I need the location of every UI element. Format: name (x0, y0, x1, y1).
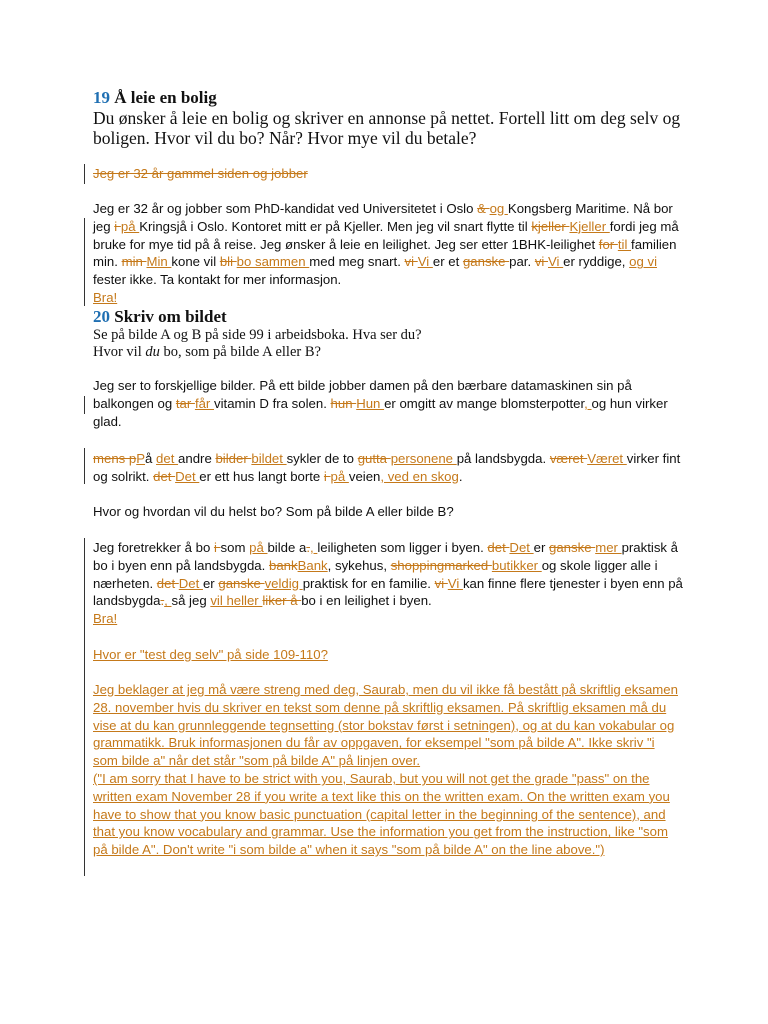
inserted-text: og vi (629, 254, 657, 270)
deleted-text: & (477, 201, 490, 216)
inserted-text: , (164, 593, 172, 609)
body-text: Jeg foretrekker å bo (93, 540, 214, 555)
deleted-text: vi (434, 575, 448, 591)
deleted-text: det (153, 468, 176, 484)
inserted-text: Bank (297, 557, 328, 573)
body-text: , sykehus, (327, 557, 391, 573)
inserted-text: mer (595, 540, 622, 555)
revision-bar (84, 396, 85, 414)
inserted-text: Det (178, 575, 203, 591)
deleted-text: liker å (262, 593, 302, 609)
tracked-text (93, 451, 680, 484)
inserted-text: , (584, 395, 592, 411)
body-text: fester ikke. Ta kontakt for mer informasjon. (93, 272, 342, 288)
body-text: . (458, 468, 463, 484)
body-text: praktisk å bo i byen enn på landsbygda. (93, 540, 679, 573)
inserted-text: Været (587, 451, 627, 466)
inserted-text: butikker (491, 557, 542, 573)
body-text: som (220, 540, 250, 555)
deleted-text: det (156, 575, 179, 591)
body-text: på landsbygda. (456, 451, 550, 466)
inserted-text: på (330, 468, 349, 484)
deleted-text: . (160, 593, 165, 609)
body-text: Jeg ser to forskjellige bilder. På ett bilde jobber damen på den bærbare datamaskinen sin på balkongen og (93, 378, 632, 411)
task-19-instructions: Du ønsker å leie en bolig og skriver en annonse på nettet. Fortell litt om deg selv og boligen. Hvor vil du bo? Når? Hvor mye vil du betale? (93, 108, 681, 148)
body-text: veien (348, 468, 381, 484)
body-text: bo i en leilighet i byen. (301, 593, 432, 609)
task-number: 19 (93, 88, 110, 107)
teacher-comment-bra: Bra! (93, 289, 118, 305)
body-text: er ett hus langt borte (199, 468, 324, 484)
inserted-text: , ved en skog (380, 468, 459, 484)
deleted-text: ganske (549, 540, 596, 555)
body-text: andre (178, 451, 216, 466)
task-number: 20 (93, 307, 110, 326)
inserted-text: bo sammen (236, 254, 310, 270)
answer-20-paragraph-2 (93, 450, 683, 486)
body-text: Jeg er 32 år og jobber som PhD-kandidat ved Universitetet i Oslo (93, 201, 478, 216)
revision-bar (84, 164, 85, 184)
deleted-text: hun (330, 395, 357, 411)
deleted-text: vi (404, 254, 418, 270)
inserted-text: det (156, 451, 179, 466)
deleted-text: gutta (357, 451, 391, 466)
inserted-text: personene (390, 451, 457, 466)
deleted-text: ganske (462, 254, 510, 270)
deleted-text: for (598, 236, 618, 252)
deleted-text: kjeller (531, 218, 570, 234)
body-text: kan finne flere tjenester i byen enn på landsbygda (93, 575, 683, 609)
deleted-text: det (487, 540, 510, 555)
task-19-heading (93, 88, 217, 108)
body-text: par. (509, 254, 535, 270)
inserted-text: på (120, 218, 140, 234)
deleted-text: . (306, 540, 311, 555)
body-text: sykler de to (286, 451, 358, 466)
deleted-text: ganske (218, 575, 265, 591)
task-title: Skriv om bildet (114, 307, 227, 326)
body-text: er (202, 575, 219, 591)
inserted-text: og (489, 201, 508, 216)
deleted-text: bli (219, 254, 237, 270)
teacher-feedback-english: ("I am sorry that I have to be strict with you, Saurab, but you will not get the grade "pass" on the written exam November 28 if you write a text like this on the written exam. On the written exam you have to show that you know basic punctuation (capital letter in the beginning of the sentence), and that you know vocabulary and grammar. Use the information you get from the instruction, like "som på bilde A". Don't write "i som bilde a" when it says "som på bilde A" on the line above.") (93, 771, 670, 858)
inserted-text: bildet (251, 451, 287, 466)
deleted-text: shoppingmarked (390, 557, 492, 573)
body-text: Kongsberg Maritime. Nå bor jeg (93, 201, 673, 234)
body-text: virker fint og solrikt. (93, 451, 681, 484)
deleted-text: bank (268, 557, 298, 573)
inserted-text: P (136, 451, 146, 466)
body-text: leiligheten som ligger i byen. (317, 540, 488, 555)
tracked-text (93, 540, 683, 608)
inserted-text: Vi (548, 254, 564, 270)
inserted-text: Vi (447, 575, 463, 591)
body-text: og skole ligger alle i nærheten. (93, 557, 658, 591)
body-text: og hun virker glad. (93, 395, 668, 429)
deleted-text: tar (175, 395, 195, 411)
answer-20-paragraph-1 (93, 377, 683, 430)
inserted-text: til (617, 236, 632, 252)
deleted-text: i (213, 540, 221, 555)
deleted-text: min (121, 254, 147, 270)
deleted-text: Jeg er 32 år gammel siden og jobber (93, 166, 308, 181)
inserted-text: får (194, 395, 214, 411)
inserted-text: Det (509, 540, 534, 555)
inserted-text: på (249, 540, 268, 555)
inserted-text: Hun (356, 395, 385, 411)
deleted-text: i (323, 468, 331, 484)
task-line-2: Hvor vil du bo, som på bilde A eller B? (93, 344, 321, 360)
revision-bar (84, 538, 85, 876)
teacher-comment-bra: Bra! (93, 611, 118, 627)
task-20-heading (93, 307, 227, 327)
deleted-text: vi (534, 254, 548, 270)
tracked-text (93, 201, 679, 287)
body-text: er ryddige, (563, 254, 630, 270)
body-text: er omgitt av mange blomsterpotter (384, 395, 585, 411)
revision-bar (84, 448, 85, 484)
answer-20-paragraph-3 (93, 539, 683, 628)
answer-19-paragraph (93, 200, 683, 307)
inserted-text: Vi (417, 254, 433, 270)
body-text: med meg snart. (309, 254, 405, 270)
revision-bar (84, 218, 85, 306)
deleted-first-line (93, 165, 683, 183)
body-text: kone vil (171, 254, 220, 270)
deleted-text: mens p (93, 451, 137, 466)
inserted-text: Det (175, 468, 200, 484)
question-line: Hvor og hvordan vil du helst bo? Som på bilde A eller bilde B? (93, 504, 454, 519)
body-text: vitamin D fra solen. (214, 395, 331, 411)
inserted-text: Min (146, 254, 172, 270)
teacher-question: Hvor er "test deg selv" på side 109-110? (93, 647, 328, 662)
body-text: praktisk for en familie. (302, 575, 435, 591)
body-text: fordi jeg må bruke for mye tid på å reise. Jeg ønsker å leie en leilighet. Jeg ser etter 1BHK-leilighet (93, 218, 679, 252)
inserted-text: veldig (264, 575, 303, 591)
body-text: familien min. (93, 236, 677, 270)
body-text: bilde a (267, 540, 307, 555)
deleted-text: været (549, 451, 588, 466)
teacher-feedback-norwegian: Jeg beklager at jeg må være streng med deg, Saurab, men du vil ikke få bestått på skriftlig eksamen 28. november hvis du skriver en tekst som denne på skriftlig eksamen. På skriftlig eksamen må du vise at du kan grunnleggende tegnsetting (stor bokstav først i setningen), og at du kan vokabular og grammatikk. Bruk informasjonen du får av oppgaven, for eksempel "som på bilde A". Ikke skriv "i som bilde a" når det står "som på bilde A" på linjen over. (93, 682, 678, 769)
body-text: Kringsjå i Oslo. Kontoret mitt er på Kjeller. Men jeg vil snart flytte til (139, 218, 532, 234)
deleted-text: i (114, 218, 121, 234)
body-text: å (145, 451, 157, 466)
task-20-instructions (93, 327, 693, 361)
task-line-1: Se på bilde A og B på side 99 i arbeidsboka. Hva ser du? (93, 327, 422, 343)
inserted-text: Kjeller (569, 218, 610, 234)
inserted-text: vil heller (210, 593, 263, 609)
body-text: er et (432, 254, 463, 270)
body-text: så jeg (171, 593, 211, 609)
tracked-text (93, 378, 668, 429)
inserted-text: , (310, 540, 318, 555)
task-title: Å leie en bolig (114, 88, 217, 107)
deleted-text: bilder (215, 451, 252, 466)
emphasis: du (145, 344, 160, 360)
body-text: er (533, 540, 549, 555)
